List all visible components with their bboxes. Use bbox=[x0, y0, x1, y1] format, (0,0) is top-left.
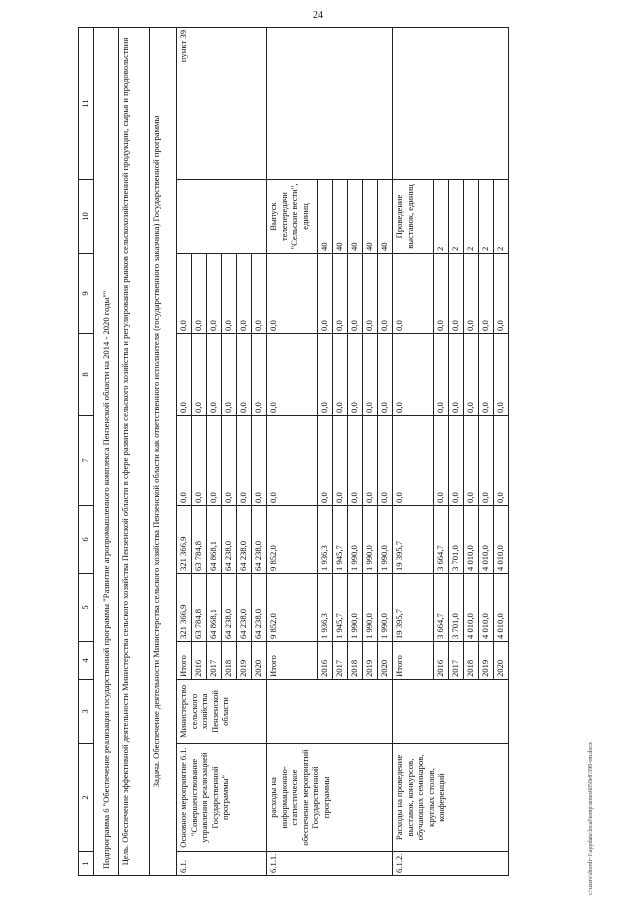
value-cell: 3 664,7 bbox=[434, 574, 449, 642]
value-cell: 64 238,0 bbox=[237, 506, 252, 574]
task-row bbox=[150, 28, 177, 876]
value-cell: 0,0 bbox=[378, 254, 393, 334]
total-label: Итого bbox=[393, 642, 434, 680]
value-cell: 0,0 bbox=[252, 416, 267, 506]
executor bbox=[267, 680, 393, 744]
value-cell: 0,0 bbox=[267, 334, 318, 416]
value-cell: 1 990,0 bbox=[363, 506, 378, 574]
subprogram-title: Подпрограмма 6 "Обеспечение реализации государственной программы "Развитие агропромышленного комплекса Пензенской области на 2014 - 2020 годы"" bbox=[94, 28, 119, 876]
value-cell: 0,0 bbox=[378, 334, 393, 416]
value-cell: 0,0 bbox=[449, 334, 464, 416]
goal-text: Цель. Обеспечение эффективной деятельности Министерства сельского хозяйства Пензенской области в сфере развития сельского хозяйства и регулирования рынков сельскохозяйственной продукции, сырья и продовольствия bbox=[119, 28, 150, 876]
value-cell: 0,0 bbox=[267, 254, 318, 334]
value-cell: 19 395,7 bbox=[393, 574, 434, 642]
value-cell: 9 852,0 bbox=[267, 574, 318, 642]
row-number: 6.1. bbox=[177, 852, 267, 876]
total-label: Итого bbox=[267, 642, 318, 680]
year-cell: 2019 bbox=[237, 642, 252, 680]
value-cell: 0,0 bbox=[434, 334, 449, 416]
value-cell: 4 010,0 bbox=[494, 574, 509, 642]
year-cell: 2016 bbox=[192, 642, 207, 680]
value-cell: 64 238,0 bbox=[222, 574, 237, 642]
value-cell: 64 238,0 bbox=[222, 506, 237, 574]
value-cell: 0,0 bbox=[393, 416, 434, 506]
year-cell: 2020 bbox=[252, 642, 267, 680]
value-cell: 9 852,0 bbox=[267, 506, 318, 574]
year-cell: 2019 bbox=[479, 642, 494, 680]
value-cell: 4 010,0 bbox=[464, 506, 479, 574]
value-cell: 1 945,7 bbox=[333, 506, 348, 574]
value-cell: 0,0 bbox=[318, 334, 333, 416]
table-row bbox=[177, 28, 192, 876]
value-cell: 0,0 bbox=[333, 254, 348, 334]
col-header-5: 5 bbox=[79, 574, 94, 642]
value-cell: 321 366,9 bbox=[177, 574, 192, 642]
row-number: 6.1.2. bbox=[393, 852, 509, 876]
subprogram-row bbox=[94, 28, 119, 876]
year-cell: 2020 bbox=[494, 642, 509, 680]
value-cell: 0,0 bbox=[237, 334, 252, 416]
empty-cell bbox=[267, 28, 393, 180]
col-header-6: 6 bbox=[79, 506, 94, 574]
value-cell: 0,0 bbox=[177, 254, 192, 334]
value-cell: 0,0 bbox=[494, 254, 509, 334]
col-header-11: 11 bbox=[79, 28, 94, 180]
value-cell: 1 945,7 bbox=[333, 574, 348, 642]
executor bbox=[393, 680, 509, 744]
measure-name: Основное мероприятие 6.1. "Совершенствование управления реализацией Государственной программы" bbox=[177, 744, 267, 852]
value-cell: 3 664,7 bbox=[434, 506, 449, 574]
value-cell: 0,0 bbox=[363, 334, 378, 416]
footer-file-path: c:\users\sbordi~1\appdata\local\temp\notes6050e8\590-rm.docx bbox=[588, 741, 594, 895]
indicator-value: 40 bbox=[363, 180, 378, 254]
value-cell: 1 990,0 bbox=[348, 506, 363, 574]
empty-cell bbox=[393, 28, 509, 180]
value-cell: 1 990,0 bbox=[348, 574, 363, 642]
indicator-value: 2 bbox=[464, 180, 479, 254]
value-cell: 4 010,0 bbox=[479, 506, 494, 574]
program-table bbox=[78, 27, 509, 876]
indicator-value: 2 bbox=[479, 180, 494, 254]
value-cell: 64 868,1 bbox=[207, 506, 222, 574]
value-cell: 0,0 bbox=[449, 416, 464, 506]
value-cell: 4 010,0 bbox=[479, 574, 494, 642]
value-cell: 1 990,0 bbox=[378, 506, 393, 574]
value-cell: 63 784,8 bbox=[192, 506, 207, 574]
value-cell: 19 395,7 bbox=[393, 506, 434, 574]
value-cell: 0,0 bbox=[348, 416, 363, 506]
value-cell: 0,0 bbox=[464, 254, 479, 334]
value-cell: 0,0 bbox=[222, 254, 237, 334]
col-header-1: 1 bbox=[79, 852, 94, 876]
measure-name: расходы на информационно-статистическое обеспечение мероприятий Государственной программы bbox=[267, 744, 393, 852]
value-cell: 3 701,0 bbox=[449, 574, 464, 642]
year-cell: 2016 bbox=[318, 642, 333, 680]
value-cell: 0,0 bbox=[222, 334, 237, 416]
value-cell: 0,0 bbox=[479, 254, 494, 334]
value-cell: 1 936,3 bbox=[318, 506, 333, 574]
value-cell: 0,0 bbox=[267, 416, 318, 506]
value-cell: 4 010,0 bbox=[494, 506, 509, 574]
value-cell: 64 238,0 bbox=[252, 574, 267, 642]
year-cell: 2018 bbox=[348, 642, 363, 680]
year-cell: 2018 bbox=[464, 642, 479, 680]
task-text: Задача. Обеспечение деятельности Министерства сельского хозяйства Пензенской области как ответственного исполнителя (государственного заказчика) Государственной программы bbox=[150, 28, 177, 876]
value-cell: 0,0 bbox=[207, 254, 222, 334]
value-cell: 0,0 bbox=[363, 416, 378, 506]
value-cell: 4 010,0 bbox=[464, 574, 479, 642]
value-cell: 0,0 bbox=[222, 416, 237, 506]
value-cell: 1 990,0 bbox=[378, 574, 393, 642]
value-cell: 0,0 bbox=[318, 416, 333, 506]
value-cell: 0,0 bbox=[177, 416, 192, 506]
value-cell: 64 238,0 bbox=[252, 506, 267, 574]
year-cell: 2017 bbox=[207, 642, 222, 680]
value-cell: 1 936,3 bbox=[318, 574, 333, 642]
value-cell: 0,0 bbox=[479, 416, 494, 506]
total-label: Итого bbox=[177, 642, 192, 680]
value-cell: 321 366,9 bbox=[177, 506, 192, 574]
year-cell: 2020 bbox=[378, 642, 393, 680]
year-cell: 2017 bbox=[333, 642, 348, 680]
value-cell: 0,0 bbox=[393, 334, 434, 416]
table-row bbox=[393, 28, 434, 876]
value-cell: 0,0 bbox=[177, 334, 192, 416]
value-cell: 64 238,0 bbox=[237, 574, 252, 642]
value-cell: 0,0 bbox=[434, 416, 449, 506]
value-cell: 0,0 bbox=[479, 334, 494, 416]
value-cell: 0,0 bbox=[348, 254, 363, 334]
table-row bbox=[267, 28, 318, 876]
page-number: 24 bbox=[313, 10, 323, 21]
value-cell: 63 784,8 bbox=[192, 574, 207, 642]
value-cell: 0,0 bbox=[494, 334, 509, 416]
value-cell: 1 990,0 bbox=[363, 574, 378, 642]
indicator-cell bbox=[177, 180, 267, 254]
value-cell: 0,0 bbox=[333, 334, 348, 416]
value-cell: 0,0 bbox=[464, 416, 479, 506]
rotated-table-container bbox=[78, 28, 598, 876]
value-cell: 0,0 bbox=[237, 254, 252, 334]
value-cell: 0,0 bbox=[192, 334, 207, 416]
indicator-value: 40 bbox=[378, 180, 393, 254]
value-cell: 0,0 bbox=[252, 334, 267, 416]
indicator-value: 40 bbox=[318, 180, 333, 254]
value-cell: 0,0 bbox=[333, 416, 348, 506]
punkt-reference: пункт 39 bbox=[177, 28, 267, 180]
year-cell: 2017 bbox=[449, 642, 464, 680]
col-header-4: 4 bbox=[79, 642, 94, 680]
year-cell: 2018 bbox=[222, 642, 237, 680]
indicator-value: 2 bbox=[434, 180, 449, 254]
col-header-3: 3 bbox=[79, 680, 94, 744]
col-header-7: 7 bbox=[79, 416, 94, 506]
value-cell: 0,0 bbox=[449, 254, 464, 334]
col-header-8: 8 bbox=[79, 334, 94, 416]
value-cell: 0,0 bbox=[378, 416, 393, 506]
value-cell: 0,0 bbox=[318, 254, 333, 334]
row-number: 6.1.1. bbox=[267, 852, 393, 876]
value-cell: 0,0 bbox=[192, 254, 207, 334]
header-row bbox=[79, 28, 94, 876]
indicator-value: 40 bbox=[333, 180, 348, 254]
value-cell: 0,0 bbox=[348, 334, 363, 416]
value-cell: 0,0 bbox=[434, 254, 449, 334]
value-cell: 0,0 bbox=[237, 416, 252, 506]
year-cell: 2016 bbox=[434, 642, 449, 680]
value-cell: 0,0 bbox=[207, 416, 222, 506]
indicator-value: 40 bbox=[348, 180, 363, 254]
col-header-2: 2 bbox=[79, 744, 94, 852]
col-header-9: 9 bbox=[79, 254, 94, 334]
value-cell: 64 868,1 bbox=[207, 574, 222, 642]
goal-row bbox=[119, 28, 150, 876]
year-cell: 2019 bbox=[363, 642, 378, 680]
value-cell: 0,0 bbox=[207, 334, 222, 416]
col-header-10: 10 bbox=[79, 180, 94, 254]
value-cell: 0,0 bbox=[393, 254, 434, 334]
value-cell: 0,0 bbox=[192, 416, 207, 506]
value-cell: 0,0 bbox=[363, 254, 378, 334]
value-cell: 0,0 bbox=[252, 254, 267, 334]
value-cell: 0,0 bbox=[464, 334, 479, 416]
value-cell: 0,0 bbox=[494, 416, 509, 506]
measure-name: Расходы на проведение выставок, конкурсов, обучающих семинаров, круглых столов, конференций bbox=[393, 744, 509, 852]
value-cell: 3 701,0 bbox=[449, 506, 464, 574]
indicator-value: 2 bbox=[494, 180, 509, 254]
indicator-cell: Выпуск телепередачи "Сельские вести", единиц bbox=[267, 180, 318, 254]
indicator-cell: Проведение выставок, единиц bbox=[393, 180, 434, 254]
indicator-value: 2 bbox=[449, 180, 464, 254]
executor: Министерство сельского хозяйства Пензенской области bbox=[177, 680, 267, 744]
